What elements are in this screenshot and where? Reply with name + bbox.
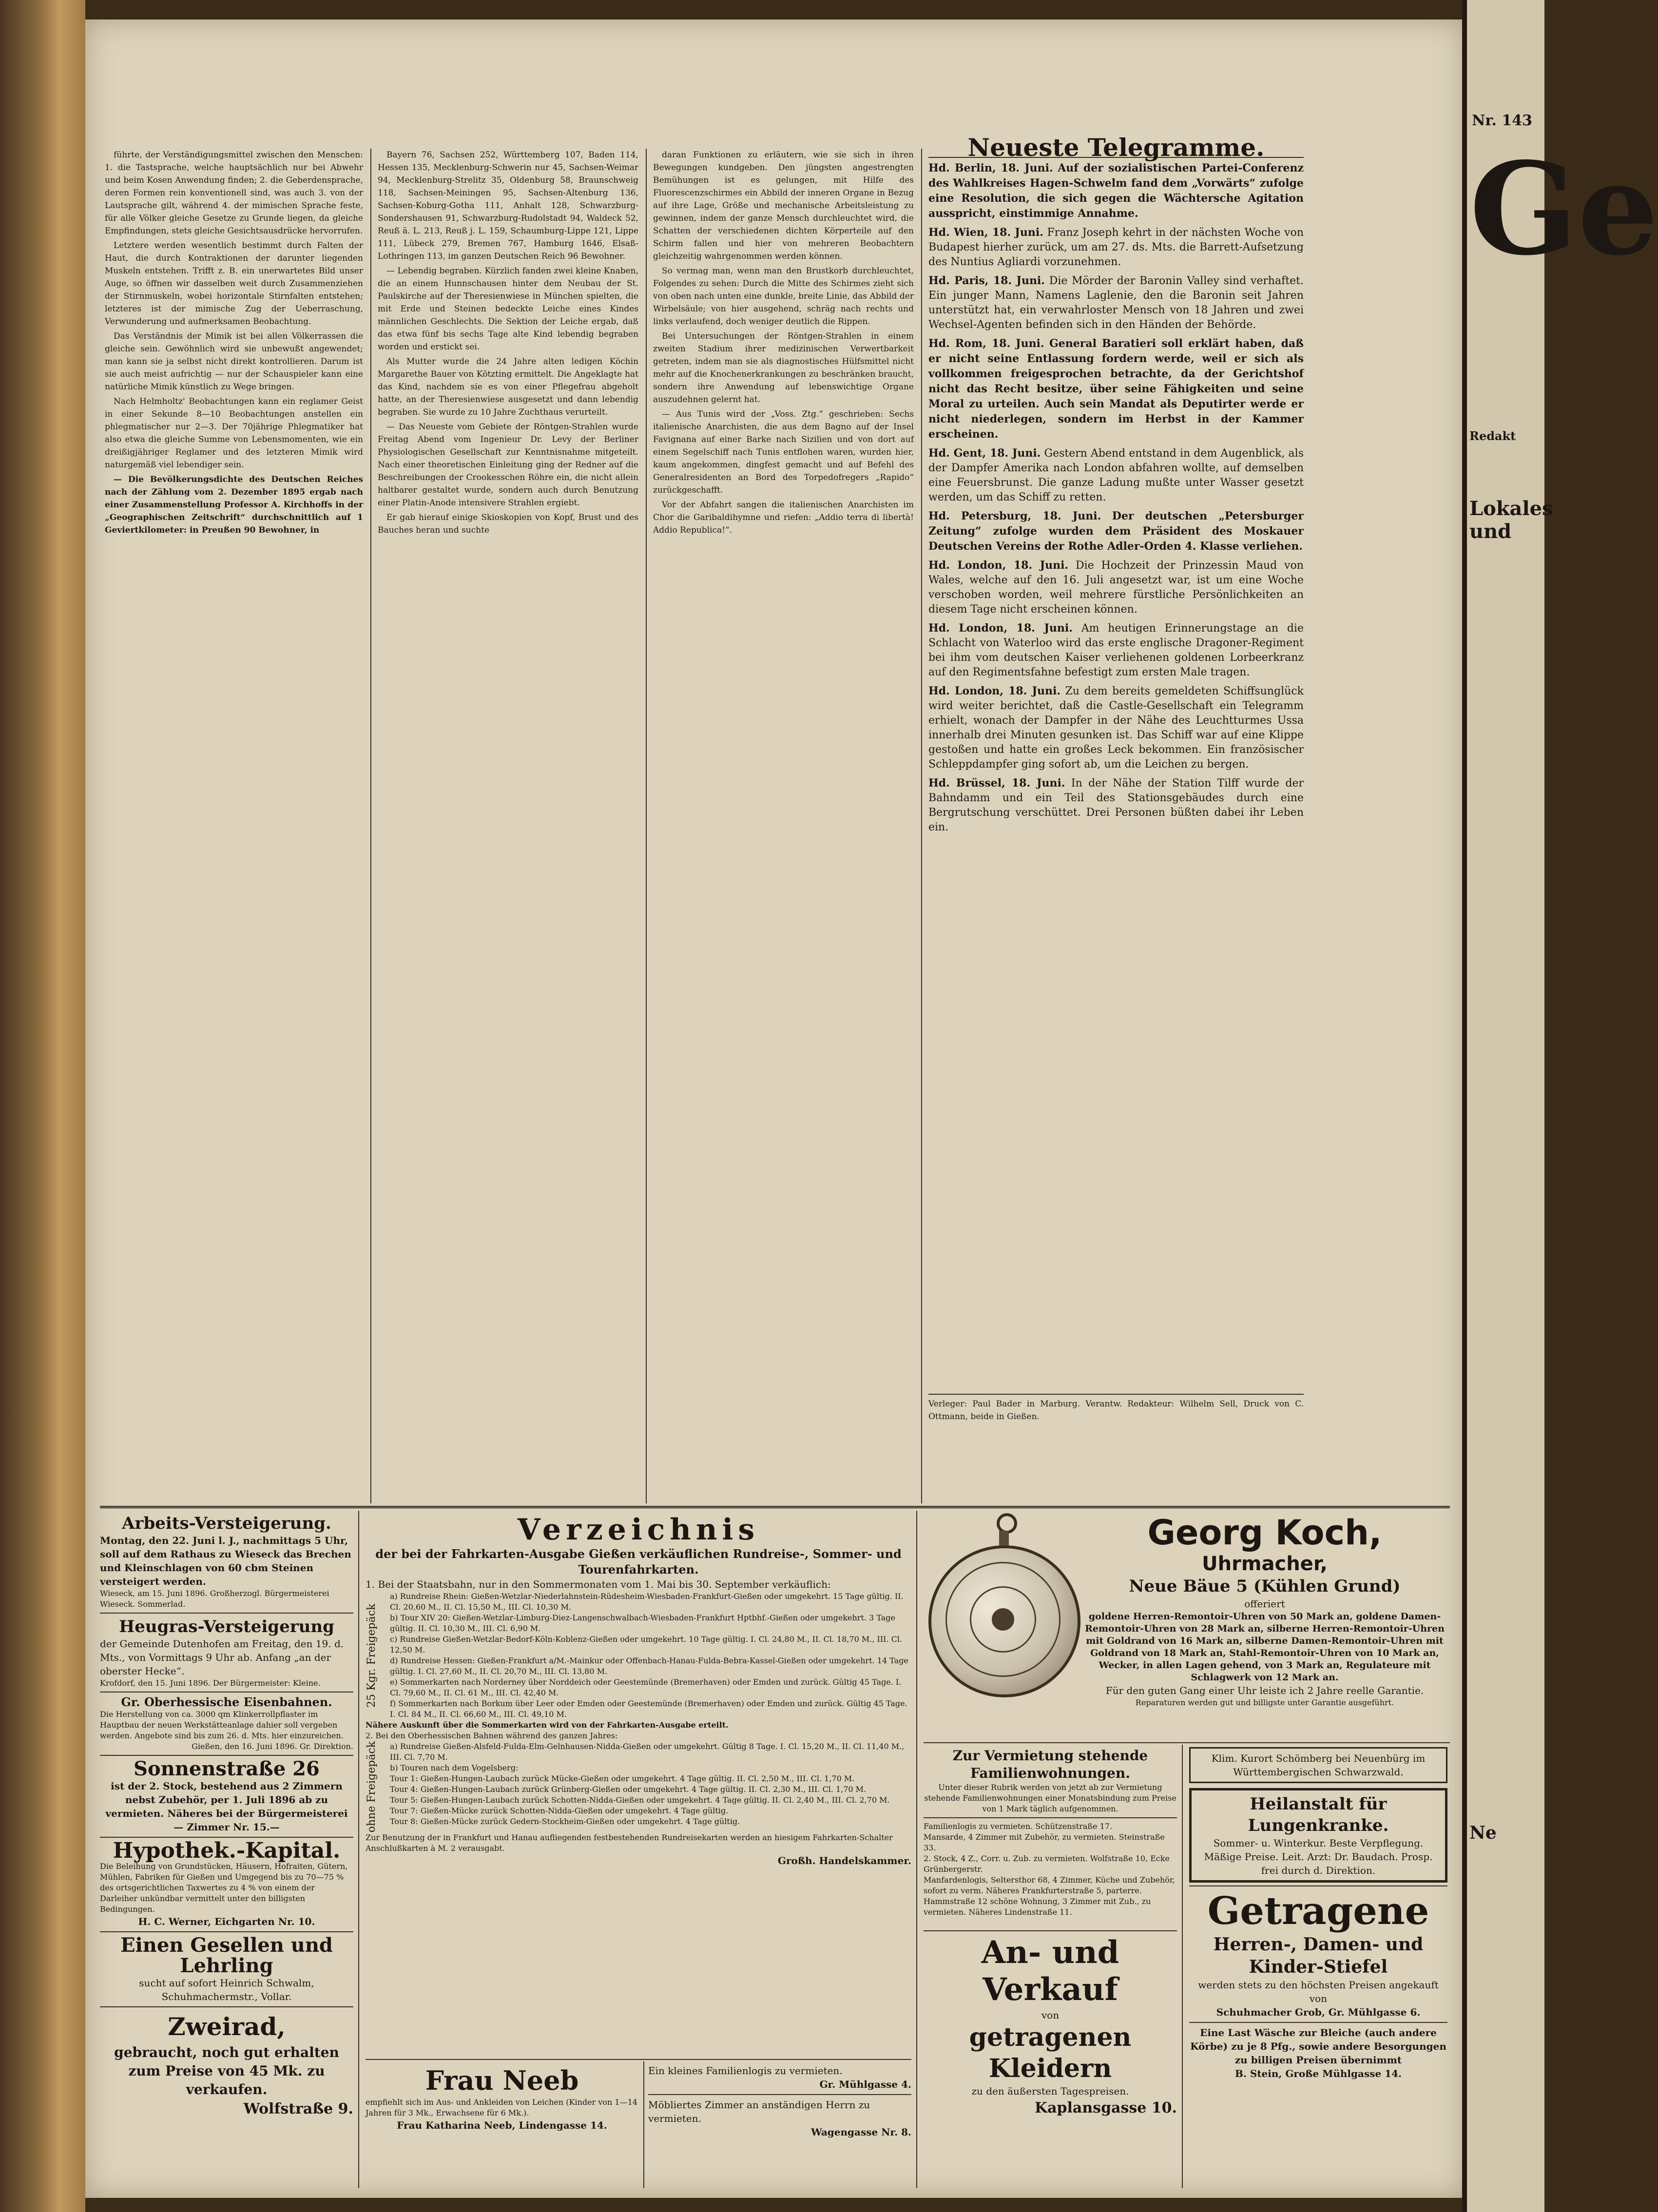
- telegram-item: [928, 621, 1304, 680]
- ad-verzeichnis: [366, 1513, 911, 2054]
- list-item: Tour 1: Gießen-Hungen-Laubach zurück Mücke-Gießen oder umgekehrt. 4 Tage gültig. II. Cl. 2,50 M., III. Cl. 1,70 M.: [390, 1774, 855, 1783]
- divider: [100, 1837, 353, 1838]
- telegram-item: [928, 336, 1304, 442]
- koch-subtitle: Uhrmacher,: [1202, 1553, 1328, 1575]
- telegram-head: Hd. Berlin, 18. Juni.: [928, 162, 1053, 174]
- divider: [100, 2006, 353, 2007]
- column-divider: [370, 149, 371, 1503]
- article-column-1: [105, 149, 363, 1499]
- ankauf-footer: Kaplansgasse 10.: [1035, 2099, 1177, 2116]
- ad-neeb: [366, 2064, 638, 2191]
- familienlogis-footer: Gr. Mühlgasse 4.: [819, 2078, 911, 2090]
- ankauf-title2: getragenen Kleidern: [969, 2022, 1132, 2083]
- article-paragraph: Das Verständnis der Mimik ist bei allen Völkerrassen die gleiche sein. Gewöhnlich wird sie unbewußt angewendet; man kann sie ja selbst nicht direkt kontrollieren. Darum ist sie auch meist aufrichtig — nur der Schauspieler kann eine natürliche Mimik künstlich zu Wege bringen.: [105, 331, 363, 392]
- telegram-text: General Baratieri soll erklärt haben, daß er nicht seine Entlassung fordern werde, weil er sich als vollkommen freigesprochen betrachte, da der Gerichtshof nicht das Recht besitze, über seine Fähigkeiten und seine Moral zu urteilen. Auch sein Mandat als Deputirter werde er nicht niederlegen, sondern im Herbst in der Kammer erscheinen.: [928, 337, 1304, 441]
- ad-arbeits-title: Arbeits-Versteigerung.: [122, 1514, 331, 1533]
- koch-body: goldene Herren-Remontoir-Uhren von 50 Mark an, goldene Damen-Remontoir-Uhren von 28 Mark an, silberne Herren-Remontoir-Uhren mit Goldrand von 16 Mark an, silberne Damen-Remontoir-Uhren mit Goldrand von 18 Mark an, Stahl-Remontoir-Uhren von 10 Mark an, Wecker, in allen Lagen gehend, von 3 Mark an, Regulateure mit Schlagwerk von 12 Mark an.: [1085, 1611, 1445, 1683]
- divider: [924, 1817, 1177, 1818]
- getragene-subtitle: Herren-, Damen- und Kinder-Stiefel: [1213, 1934, 1424, 1977]
- column-divider: [358, 1511, 359, 2188]
- list-item: f) Sommerkarten nach Borkum über Leer oder Emden oder Geestemünde (Bremerhaven) oder Emden und zurück. Gültig 45 Tage. I. Cl. 84 M., II. Cl. 66,60 M., III. Cl. 49,10 M.: [390, 1699, 907, 1719]
- imprint: [928, 1394, 1304, 1451]
- verzeichnis-footer: Zur Benutzung der in Frankfurt und Hanau aufliegenden festbestehenden Rundreisekarten werden an hiesigem Fahrkarten-Schalter Anschlußkarten à M. 2 verausgabt.: [366, 1833, 893, 1853]
- ad-vermietung: [924, 1747, 1177, 1923]
- article-paragraph: Nach Helmholtz' Beobachtungen kann ein reglamer Geist in einer Sekunde 8—10 Beobachtungen anstellen ein phlegmatischer nur 2—3. Der 70jährige Phlegmatiker hat also etwa die gleiche Summe von Lebensmomenten, wie ein dreißigjähriger Reglamer und des letzteren Mimik wird naturgemäß viel lebendiger sein.: [105, 397, 363, 470]
- imprint-text: Verleger: Paul Bader in Marburg. Verantw. Redakteur: Wilhelm Sell, Druck von C. Ottmann, beide in Gießen.: [928, 1399, 1304, 1422]
- ad-heugras-footer: Krofdorf, den 15. Juni 1896. Der Bürgermeister: Kleine.: [100, 1678, 321, 1688]
- watch-crown: [999, 1531, 1009, 1545]
- vermietung-note: Unter dieser Rubrik werden von jetzt ab zur Vermietung stehende Familienwohnungen einer Monatsbindung zum Preise von 1 Mark täglich aufgenommen.: [924, 1783, 1176, 1813]
- article-column-3: [653, 149, 914, 1499]
- list-item: d) Rundreise Hessen: Gießen-Frankfurt a/M.-Mainkur oder Offenbach-Hanau-Fulda-Bebra-Kassel-Gießen oder umgekehrt. 14 Tage gültig. I. Cl. 27,60 M., II. Cl. 20,70 M., III. Cl. 13,80 M.: [390, 1656, 908, 1676]
- koch-address: Neue Bäue 5 (Kühlen Grund): [1129, 1577, 1401, 1596]
- article-column-2: [378, 149, 638, 1499]
- ad-heugras-title: Heugras-Versteigerung: [119, 1617, 334, 1636]
- waesche-footer: B. Stein, Große Mühlgasse 14.: [1235, 2068, 1402, 2079]
- verzeichnis-note: Nähere Auskunft über die Sommerkarten wird von der Fahrkarten-Ausgabe erteilt.: [366, 1720, 729, 1730]
- divider: [100, 1931, 353, 1932]
- zimmer-title: Möbliertes Zimmer an anständigen Herrn zu vermieten.: [648, 2099, 870, 2124]
- telegram-item: [928, 161, 1304, 221]
- ad-logis-zimmer: [648, 2064, 911, 2191]
- telegram-head: Hd. Brüssel, 18. Juni.: [928, 777, 1065, 789]
- divider: [100, 1755, 353, 1756]
- getragene-body: werden stets zu den höchsten Preisen angekauft von: [1198, 1979, 1439, 2004]
- list-item: Mansarde, 4 Zimmer mit Zubehör, zu vermieten. Steinstraße 33.: [924, 1832, 1165, 1852]
- ad-koch: [924, 1513, 1450, 1737]
- article-paragraph: daran Funktionen zu erläutern, wie sie sich in ihren Bewegungen kundgeben. Den jüngsten angestrengten Bemühungen ist es gelungen, mit Hilfe des Fluorescenzschirmes ein Abbild der inneren Organe in Bezug auf ihre Lage, Größe und mechanische Arbeitsleistung zu gewinnen, indem der ganze Mensch durchleuchtet wird, die Schatten der verschiedenen dichten Körperteile auf den Schirm fallen und hier von mehreren Beobachtern gleichzeitig wahrgenommen werden können.: [653, 150, 914, 261]
- list-item: b) Touren nach dem Vogelsberg:: [390, 1763, 519, 1772]
- telegram-head: Hd. Wien, 18. Juni.: [928, 226, 1043, 239]
- telegram-head: Hd. Gent, 18. Juni.: [928, 447, 1041, 460]
- ad-kurort: [1189, 1747, 1447, 1783]
- verzeichnis-items1: [390, 1591, 911, 1720]
- ankauf-title: An- und Verkauf: [981, 1934, 1119, 2008]
- telegram-text: Gestern Abend entstand in dem Augenblick, als der Dampfer Amerika nach London abfahren wollte, auf demselben eine Feuersbrunst. Die ganze Ladung mußte unter Wasser gesetzt werden, um das Schiff zu retten.: [928, 447, 1304, 503]
- next-heading: Lokales und: [1469, 497, 1553, 543]
- telegram-item: [928, 776, 1304, 835]
- telegram-text: Auf der sozialistischen Partei-Conferenz des Wahlkreises Hagen-Schwelm fand dem „Vorwärts“ zufolge eine Resolution, die sich gegen die Wächtersche Agitation ausspricht, einstimmige Annahme.: [928, 162, 1304, 220]
- article-paragraph: Bei Untersuchungen der Röntgen-Strahlen in einem zweiten Stadium ihrer medizinischen Verwertbarkeit getreten, indem man sie als diagnostisches Hülfsmittel nicht mehr auf die Knochenerkrankungen zu beschränken braucht, sondern ihre Anwendung auf lebenswichtige Organe auszudehnen gelernt hat.: [653, 331, 914, 404]
- ankauf-body: zu den äußersten Tagespreisen.: [971, 2085, 1129, 2097]
- ad-arbeits-footer: Wieseck, am 15. Juni 1896. Großherzogl. Bürgermeisterei Wieseck. Sommerlad.: [100, 1589, 329, 1609]
- article-paragraph: — Lebendig begraben. Kürzlich fanden zwei kleine Knaben, die an einem Hunnschausen hinter dem Neubau der St. Paulskirche auf der Theresienwiese in München spielten, die mit Erde und Steinen bedeckte Leiche eines Kindes männlichen Geschlechts. Die Sektion der Leiche ergab, daß das etwa fünf bis sechs Tage alte Kind lebendig begraben worden und erstickt sei.: [378, 266, 638, 352]
- telegram-text: Die Hochzeit der Prinzessin Maud von Wales, welche auf den 16. Juli angesetzt war, ist um eine Woche verschoben worden, weil mehrere fürstliche Persönlichkeiten an diesem Tage nicht erscheinen können.: [928, 559, 1304, 616]
- verzeichnis-items2: [390, 1741, 911, 1832]
- koch-text: [1080, 1513, 1450, 1708]
- divider: [100, 1692, 353, 1693]
- telegram-head: Hd. London, 18. Juni.: [928, 622, 1073, 635]
- divider: [648, 2094, 911, 2095]
- article-paragraph: — Die Bevölkerungsdichte des Deutschen Reiches nach der Zählung vom 2. Dezember 1895 ergab nach einer Zusammenstellung Professor A. Kirchhoffs in der „Geographischen Zeitschrift“ durchschnittlich auf 1 Geviertkilometer: in Preußen 90 Bewohner, in: [105, 475, 363, 535]
- next-masthead: Ge: [1469, 135, 1658, 284]
- ad-hypothek-footer: H. C. Werner, Eichgarten Nr. 10.: [138, 1916, 315, 1927]
- divider: [1189, 1885, 1447, 1886]
- neeb-footer: Frau Katharina Neeb, Lindengasse 14.: [397, 2119, 607, 2131]
- telegram-item: [928, 684, 1304, 772]
- ad-hypothek-title: Hypothek.-Kapital.: [113, 1838, 341, 1863]
- heilanstalt-body: Sommer- u. Winterkur. Beste Verpflegung. Mäßige Preise. Leit. Arzt: Dr. Baudach. Prosp. frei durch d. Direktion.: [1204, 1837, 1433, 1876]
- list-item: e) Sommerkarten nach Norderney über Norddeich oder Geestemünde (Bremerhaven) oder Emden und zurück. Gültig 45 Tage. I. Cl. 79,60 M., II. Cl. 61 M., III. Cl. 42,40 M.: [390, 1677, 902, 1697]
- telegram-head: Hd. Rom, 18. Juni.: [928, 337, 1044, 350]
- verzeichnis-sign: Großh. Handelskammer.: [777, 1855, 911, 1867]
- heilanstalt-title: Heilanstalt für Lungenkranke.: [1248, 1794, 1389, 1835]
- telegram-item: [928, 558, 1304, 617]
- article-paragraph: So vermag man, wenn man den Brustkorb durchleuchtet, Folgendes zu sehen: Durch die Mitte des Schirmes zieht sich von oben nach unten eine dunkle, breite Linie, das Abbild der Wirbelsäule; von hier ausgehend, schräg nach rechts und links verlaufend, doch weniger deutlich die Rippen.: [653, 266, 914, 327]
- telegrams-column: [928, 133, 1304, 1389]
- telegram-text: Die Mörder der Baronin Valley sind verhaftet. Ein junger Mann, Namens Laglenie, den die Baronin seit Jahren unterstützt hat, ein verwahrloster Mensch von 18 Jahren und zwei Wechsel-Agenten befinden sich in den Händen der Behörde.: [928, 275, 1304, 331]
- ad-heilanstalt: [1189, 1788, 1447, 1883]
- ad-eisenbahn-body: Die Herstellung von ca. 3000 qm Klinkerrollpflaster im Hauptbau der neuen Werkstätteanlage dahier soll vergeben werden. Angebote sind bis zum 26. d. Mts. hier einzureichen.: [100, 1710, 344, 1740]
- telegram-item: [928, 446, 1304, 505]
- familienlogis-title: Ein kleines Familienlogis zu vermieten.: [648, 2065, 843, 2077]
- koch-repair: Reparaturen werden gut und billigste unter Garantie ausgeführt.: [1135, 1698, 1394, 1707]
- waesche-text: Eine Last Wäsche zur Bleiche (auch andere Körbe) zu je 8 Pfg., sowie andere Besorgungen zu billigen Preisen übernimmt: [1190, 2027, 1446, 2066]
- article-paragraph: Vor der Abfahrt sangen die italienischen Anarchisten im Chor die Garibaldihymne und riefen: „Addio terra di libertà! Addio Republica!“.: [653, 500, 914, 535]
- telegram-head: Hd. Paris, 18. Juni.: [928, 274, 1045, 287]
- list-item: c) Rundreise Gießen-Wetzlar-Bedorf-Köln-Koblenz-Gießen oder umgekehrt. 10 Tage gültig. I. Cl. 24,80 M., II. Cl. 18,70 M., III. Cl. 12,50 M.: [390, 1635, 903, 1654]
- list-item: Tour 8: Gießen-Mücke zurück Gedern-Stockheim-Gießen oder umgekehrt. 4 Tage gültig.: [390, 1817, 740, 1826]
- side-label: 25 Kgr. Freigepäck: [366, 1603, 378, 1708]
- ankauf-mid: von: [1041, 2009, 1060, 2021]
- book-binding: [0, 0, 85, 2212]
- ad-geselle-body: sucht auf sofort Heinrich Schwalm, Schuhmachermstr., Vollar.: [139, 1977, 314, 2002]
- koch-offer: offeriert: [1244, 1598, 1285, 1610]
- ad-heugras-body: der Gemeinde Dutenhofen am Freitag, den 19. d. Mts., von Vormittags 9 Uhr ab. Anfang „an der oberster Hecke“.: [100, 1638, 344, 1677]
- article-paragraph: Letztere werden wesentlich bestimmt durch Falten der Haut, die durch Kontraktionen der darunter liegenden Muskeln entstehen. Trifft z. B. ein unerwartetes Bild unser Auge, so öffnen wir dasselben weit durch Zusammenziehen der Stirnmuskeln, wobei horizontale Stirnfalten entstehen; letzteres ist der mimische Zug der Ueberraschung, Verwunderung und aufmerksamen Beobachtung.: [105, 241, 363, 327]
- next-page-edge: [1467, 0, 1658, 2212]
- next-heading-2: Ne: [1469, 1823, 1497, 1843]
- pocket-watch-illustration: [924, 1513, 1084, 1728]
- telegram-text: Der deutschen „Petersburger Zeitung“ zufolge wurden dem Präsident des Moskauer Deutschen Vereins der Rothe Adler-Orden 4. Klasse verliehen.: [928, 510, 1304, 553]
- list-item: Tour 4: Gießen-Hungen-Laubach zurück Grünberg-Gießen oder umgekehrt. 4 Tage gültig. II. Cl. 2,30 M., III. Cl. 1,70 M.: [390, 1785, 867, 1794]
- list-item: b) Tour XIV 20: Gießen-Wetzlar-Limburg-Diez-Langenschwalbach-Wiesbaden-Frankfurt Hptbhf.-Gießen oder umgekehrt. 3 Tage gültig. II. Cl. 10,30 M., III. Cl. 6,90 M.: [390, 1613, 895, 1633]
- getragene-title: Getragene: [1207, 1889, 1429, 1933]
- telegram-item: [928, 225, 1304, 269]
- telegram-text: In der Nähe der Station Tilff wurde der Bahndamm und ein Teil des Stationsgebäudes durch eine Bergrutschung verschüttet. Drei Personen büßten dabei ihr Leben ein.: [928, 777, 1304, 833]
- telegram-head: Hd. London, 18. Juni.: [928, 559, 1069, 572]
- verzeichnis-subtitle: der bei der Fahrkarten-Ausgabe Gießen verkäuflichen Rundreise-, Sommer- und Tourenfahrkarten.: [375, 1547, 902, 1577]
- telegram-head: Hd. Petersburg, 18. Juni.: [928, 510, 1101, 522]
- list-item: Familienlogis zu vermieten. Schützenstraße 17.: [924, 1822, 1113, 1831]
- section-rule: [100, 1506, 1450, 1508]
- side-label: ohne Freigepäck: [366, 1741, 378, 1833]
- ad-arbeits-body: Montag, den 22. Juni l. J., nachmittags 5 Uhr, soll auf dem Rathaus zu Wieseck das Brechen und Kleinschlagen von 60 cbm Steinen versteigert werden.: [100, 1535, 351, 1587]
- telegrams-title: Neueste Telegramme.: [967, 133, 1265, 162]
- verzeichnis-section1: 1. Bei der Staatsbahn, nur in den Sommermonaten vom 1. Mai bis 30. September verkäuflich:: [366, 1578, 831, 1590]
- article-paragraph: Als Mutter wurde die 24 Jahre alten ledigen Köchin Margarethe Bauer von Kötzting ermittelt. Die Angeklagte hat das Kind, nachdem sie es von einer Pflegefrau abgeholt hatte, an der Theresienwiese ausgesetzt und dann lebendig begraben. Sie wurde zu 10 Jahre Zuchthaus verurteilt.: [378, 357, 638, 417]
- article-paragraph: Er gab hierauf einige Skioskopien von Kopf, Brust und des Bauches heran und suchte: [378, 513, 638, 535]
- article-paragraph: führte, der Verständigungsmittel zwischen den Menschen: 1. die Tastsprache, welche hauptsächlich nur bei Abwehr und beim Kosen Anwendung finden; 2. die Geberdensprache, deren Formen rein konventionell sind, was auch 3. von der Lautsprache gilt, während 4. der mimischen Sprache feste, für alle Völker gleiche Gesetze zu Grunde liegen, da gleiche Empfindungen, stets gleiche Gesichtsausdrücke hervorrufen.: [105, 150, 363, 236]
- next-issue-number: Nr. 143: [1472, 112, 1532, 129]
- column-divider: [921, 149, 922, 1503]
- verzeichnis-section2: 2. Bei den Oberhessischen Bahnen während des ganzen Jahres:: [366, 1731, 618, 1740]
- ad-zweirad-body: gebraucht, noch gut erhalten zum Preise von 45 Mk. zu verkaufen.: [114, 2044, 339, 2097]
- ad-sonnen-body: ist der 2. Stock, bestehend aus 2 Zimmern nebst Zubehör, per 1. Juli 1896 ab zu vermieten. Näheres bei der Bürgermeisterei — Zimmer Nr. 15.—: [105, 1780, 348, 1833]
- telegram-item: [928, 273, 1304, 332]
- article-paragraph: — Das Neueste vom Gebiete der Röntgen-Strahlen wurde Freitag Abend vom Ingenieur Dr. Levy der Berliner Physiologischen Gesellschaft zur Kenntnisnahme mitgeteilt. Nach einer theoretischen Einleitung ging der Redner auf die Beschreibungen der Crookesschen Röhre ein, die nicht allein haltbarer gestaltet wurde, sondern auch durch Benutzung einer Platin-Anode intensivere Strahlen ergiebt.: [378, 422, 638, 508]
- next-redaktion: Redakt: [1469, 429, 1516, 443]
- ad-geselle-title: Einen Gesellen und Lehrling: [120, 1934, 333, 1977]
- divider: [1189, 2022, 1447, 2023]
- list-item: a) Rundreise Rhein: Gießen-Wetzlar-Niederlahnstein-Rüdesheim-Wiesbaden-Frankfurt-Gießen oder umgekehrt. 15 Tage gültig. II. Cl. 20,60 M., II. Cl. 15,50 M., III. Cl. 10,30 M.: [390, 1592, 904, 1612]
- ad-eisenbahn-footer: Gießen, den 16. Juni 1896. Gr. Direktion.: [192, 1742, 353, 1751]
- koch-guarantee: Für den guten Gang einer Uhr leiste ich 2 Jahre reelle Garantie.: [1105, 1685, 1424, 1696]
- ads-column-right: [1189, 1747, 1447, 2186]
- telegram-item: [928, 509, 1304, 554]
- vermietung-title: Zur Vermietung stehende Familienwohnungen.: [952, 1748, 1148, 1781]
- telegram-text: Zu dem bereits gemeldeten Schiffsunglück wird weiter berichtet, daß die Castle-Gesellschaft ein Telegramm erhielt, wonach der Dampfer in der Nähe des Leuchtturmes Ussa innerhalb drei Minuten gesunken ist. Das Schiff war auf eine Klippe gestoßen und hatte ein großes Leck bekommen. Ein französischer Schleppdampfer ging sofort ab, um die Leichen zu bergen.: [928, 685, 1304, 770]
- verzeichnis-block2: [366, 1741, 911, 1832]
- newspaper-page: [85, 19, 1465, 2198]
- article-paragraph: — Aus Tunis wird der „Voss. Ztg.“ geschrieben: Sechs italienische Anarchisten, die aus dem Bagno auf der Insel Favignana auf einer Barke nach Sizilien und von dort auf einem Segelschiff nach Tunis entflohen waren, wurden hier, kaum angekommen, dingfest gemacht und auf Befehl des Generalresidenten an Bord des Torpedofregers „Rapido“ zurückgeschafft.: [653, 409, 914, 495]
- list-item: a) Rundreise Gießen-Alsfeld-Fulda-Elm-Gelnhausen-Nidda-Gießen oder umgekehrt. Gültig 8 Tage. I. Cl. 15,20 M., II. Cl. 11,40 M., III. Cl. 7,70 M.: [390, 1742, 905, 1762]
- divider: [100, 1613, 353, 1614]
- column-divider: [916, 1511, 917, 2188]
- ad-zweirad-footer: Wolfstraße 9.: [243, 2100, 353, 2117]
- divider: [366, 2059, 911, 2060]
- list-item: 2. Stock, 4 Z., Corr. u. Zub. zu vermieten. Wolfstraße 10, Ecke Grünbergerstr.: [924, 1854, 1170, 1874]
- zimmer-footer: Wagengasse Nr. 8.: [811, 2126, 911, 2138]
- article-paragraph: Bayern 76, Sachsen 252, Württemberg 107, Baden 114, Hessen 135, Mecklenburg-Schwerin nur 45, Sachsen-Weimar 94, Mecklenburg-Strelitz 35, Oldenburg 58, Braunschweig 118, Sachsen-Meiningen 95, Sachsen-Altenburg 136, Sachsen-Koburg-Gotha 111, Anhalt 128, Schwarzburg-Sondershausen 91, Schwarzburg-Rudolstadt 94, Waldeck 52, Reuß ä. L. 213, Reuß j. L. 159, Schaumburg-Lippe 121, Lippe 111, Lübeck 279, Bremen 767, Hamburg 1646, Elsaß-Lothringen 113, im ganzen Deutschen Reich 96 Bewohner.: [378, 150, 638, 261]
- list-item: Hammstraße 12 schöne Wohnung, 3 Zimmer mit Zub., zu vermieten. Näheres Lindenstraße 11.: [924, 1897, 1151, 1917]
- column-divider: [643, 2061, 644, 2188]
- neeb-body: empfiehlt sich im Aus- und Ankleiden von Leichen (Kinder von 1—14 Jahren für 3 Mk., Erwachsene für 6 Mk.).: [366, 2097, 637, 2117]
- ad-sonnen-title: Sonnenstraße 26: [134, 1757, 320, 1780]
- verzeichnis-block1: [366, 1591, 911, 1720]
- ad-eisenbahn-title: Gr. Oberhessische Eisenbahnen.: [121, 1695, 332, 1709]
- watch-center: [992, 1608, 1014, 1631]
- kurort-text: Klim. Kurort Schömberg bei Neuenbürg im Württembergischen Schwarzwald.: [1211, 1752, 1426, 1778]
- ad-zweirad-title: Zweirad,: [168, 2012, 286, 2041]
- divider: [924, 1742, 1450, 1743]
- ad-ankauf: [924, 1927, 1177, 2191]
- telegram-head: Hd. London, 18. Juni.: [928, 685, 1061, 697]
- list-item: Tour 5: Gießen-Hungen-Laubach zurück Schotten-Nidda-Gießen oder umgekehrt. 4 Tage gültig. II. Cl. 2,40 M., III. Cl. 2,70 M.: [390, 1795, 890, 1805]
- telegram-text: Am heutigen Erinnerungstage an die Schlacht von Waterloo wird das erste englische Dragoner-Regiment bei ihm vom deutschen Kaiser verliehenen goldenen Lorbeerkranz auf den Regimentsfahne befestigt zum ersten Male tragen.: [928, 622, 1304, 678]
- koch-title: Georg Koch,: [1147, 1513, 1382, 1553]
- ads-column-1: [100, 1513, 353, 2191]
- list-item: Manfardenlogis, Seltersthor 68, 4 Zimmer, Küche und Zubehör, sofort zu verm. Näheres Frankfurterstraße 5, parterre.: [924, 1875, 1175, 1895]
- list-item: Tour 7: Gießen-Mücke zurück Schotten-Nidda-Gießen oder umgekehrt. 4 Tage gültig.: [390, 1806, 729, 1815]
- divider: [924, 1930, 1177, 1931]
- neeb-title: Frau Neeb: [425, 2065, 579, 2096]
- telegram-text: Franz Joseph kehrt in der nächsten Woche von Budapest hierher zurück, um am 27. ds. Mts. die Barrett-Aufsetzung des Nuntius Agliardi vorzunehmen.: [928, 227, 1304, 268]
- getragene-footer: Schuhmacher Grob, Gr. Mühlgasse 6.: [1216, 2006, 1421, 2018]
- column-divider: [646, 149, 647, 1503]
- ad-hypothek-body: Die Beleihung von Grundstücken, Häusern, Hofraiten, Gütern, Mühlen, Fabriken für Gießen und Umgegend bis zu 70—75 % des ortsgerichtlichen Taxwertes zu 4 % von einem der Darleiher unkündbar vermittelt unter den billigsten Bedingungen.: [100, 1862, 348, 1914]
- verzeichnis-title: Verzeichnis: [517, 1513, 760, 1547]
- column-divider: [1182, 1745, 1183, 2188]
